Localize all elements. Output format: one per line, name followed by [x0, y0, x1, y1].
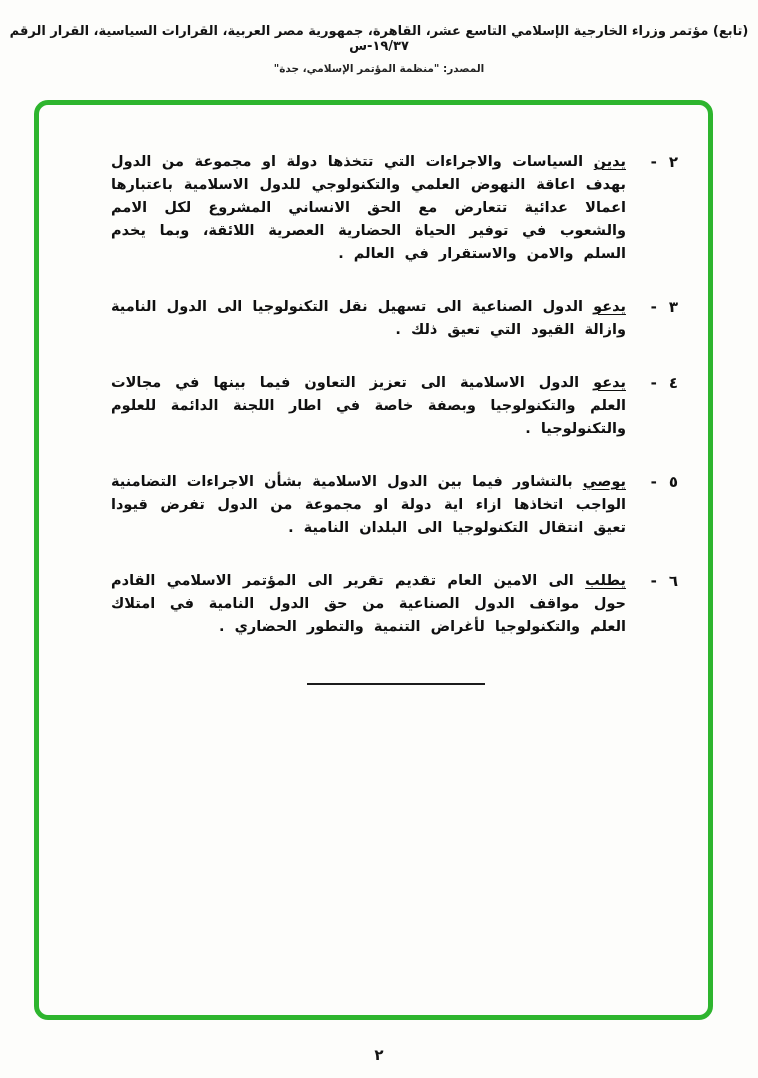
clause-keyword: يدعو	[593, 299, 626, 315]
clause-number-digit: ٤	[668, 374, 678, 392]
page-number: ٢	[374, 1046, 384, 1064]
resolution-clause-2	[111, 151, 680, 266]
clause-number-dash: -	[650, 374, 657, 392]
clause-number-dash: -	[650, 572, 657, 590]
clause-keyword: يطلب	[585, 573, 626, 589]
content-border-frame	[34, 100, 713, 1020]
clause-text	[111, 296, 626, 342]
clause-number-digit: ٣	[668, 298, 678, 316]
resolution-body	[39, 105, 708, 685]
clause-number-dash: -	[650, 298, 657, 316]
clause-text	[111, 471, 626, 540]
clause-body-text: الدول الاسلامية الى تعزيز التعاون فيما بينها في مجالات العلم والتكنولوجيا وبصفة خاصة في اطار اللجنة الدائمة للعلوم والتكنولوجيا .	[111, 375, 626, 437]
clause-text	[111, 151, 626, 266]
clause-number-digit: ٦	[668, 572, 678, 590]
clause-number	[626, 471, 680, 494]
clause-number-dash: -	[650, 153, 657, 171]
document-header	[0, 0, 758, 75]
resolution-clause-3	[111, 296, 680, 342]
resolution-clause-6	[111, 570, 680, 639]
clause-keyword: يدين	[593, 154, 626, 170]
clause-text	[111, 570, 626, 639]
clause-body-text: السياسات والاجراءات التي تتخذها دولة او مجموعة من الدول بهدف اعاقة النهوض العلمي والتكنولوجي للدول الاسلامية باعتبارها اعمالا عدائية تتعارض مع الحق الانساني المشروع لكل الامم والشعوب في توفير الحياة الحضارية العصرية اللائقة، وبما يخدم السلم والامن والاستقرار في العالم .	[111, 154, 626, 262]
resolution-clause-4	[111, 372, 680, 441]
header-title: (تابع) مؤتمر وزراء الخارجية الإسلامي التاسع عشر، القاهرة، جمهورية مصر العربية، القرارات السياسية، القرار الرقم ١٩/٣٧-س	[9, 24, 749, 54]
clause-number	[626, 151, 680, 174]
clause-number	[626, 372, 680, 395]
clause-number-dash: -	[650, 473, 657, 491]
clause-number	[626, 296, 680, 319]
clause-body-text: بالتشاور فيما بين الدول الاسلامية بشأن الاجراءات التضامنية الواجب اتخاذها ازاء اية دولة او مجموعة من الدول تفرض قيودا تعيق انتقال التكنولوجيا الى البلدان النامية .	[111, 474, 626, 536]
clause-body-text: الى الامين العام تقديم تقرير الى المؤتمر الاسلامي القادم حول مواقف الدول الصناعية من حق الدول النامية في امتلاك العلم والتكنولوجيا لأغراض التنمية والتطور الحضاري .	[111, 573, 626, 635]
clause-number-digit: ٢	[668, 153, 678, 171]
clause-number	[626, 570, 680, 593]
clause-text	[111, 372, 626, 441]
resolution-clause-5	[111, 471, 680, 540]
clause-keyword: يدعو	[593, 375, 626, 391]
end-of-text-divider	[307, 683, 485, 685]
clause-body-text: الدول الصناعية الى تسهيل نقل التكنولوجيا الى الدول النامية وازالة القيود التي تعيق ذلك .	[111, 299, 626, 338]
header-source: المصدر: "منظمة المؤتمر الإسلامي، جدة"	[273, 63, 485, 75]
clause-keyword: يوصي	[582, 474, 626, 490]
clause-number-digit: ٥	[668, 473, 678, 491]
